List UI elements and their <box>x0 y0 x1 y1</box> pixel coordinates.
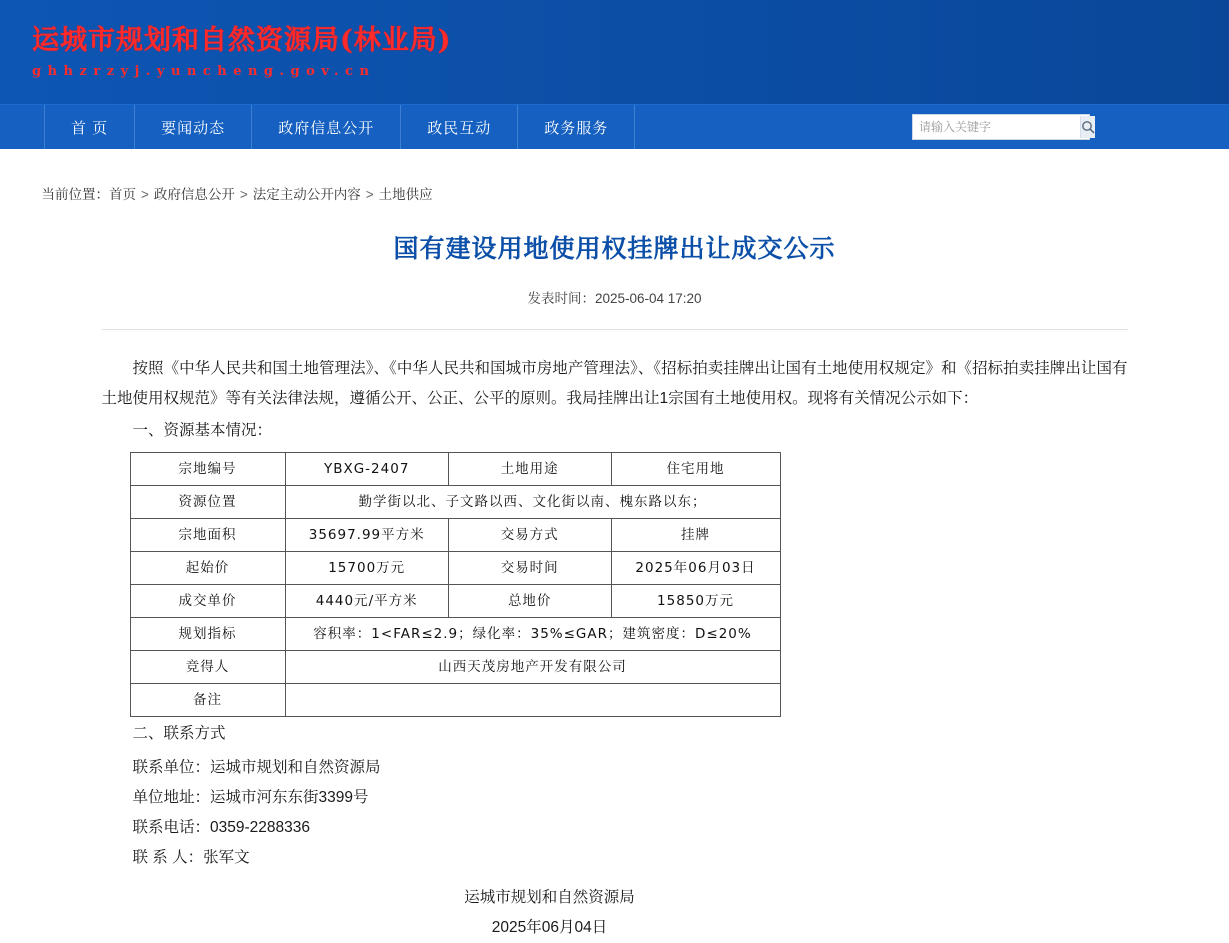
table-row <box>130 453 780 486</box>
signature-date: 2025年06月04日 <box>491 919 608 936</box>
table-row <box>130 486 780 519</box>
main-navigation <box>0 104 1229 149</box>
breadcrumb-item-government-info[interactable]: 政府信息公开 <box>153 187 235 202</box>
contact-person-value: 张军文 <box>203 849 250 866</box>
publish-label: 发表时间： <box>527 291 595 306</box>
table-row <box>130 618 780 651</box>
page-title: 国有建设用地使用权挂牌出让成交公示 <box>393 235 836 263</box>
section-heading-contact: 二、联系方式 <box>132 725 226 742</box>
contact-person <box>102 843 1128 873</box>
breadcrumb-item-statutory-disclosure[interactable]: 法定主动公开内容 <box>252 187 361 202</box>
cell-value-parcel-number: YBXG-2407 <box>285 453 448 486</box>
cell-label-starting-price: 起始价 <box>130 552 285 585</box>
cell-value-unit-price: 4440元/平方米 <box>285 585 448 618</box>
cell-value-land-use: 住宅用地 <box>611 453 780 486</box>
contact-block <box>102 753 1128 873</box>
breadcrumb <box>40 183 1190 203</box>
contact-address <box>102 783 1128 813</box>
signature-organization: 运城市规划和自然资源局 <box>464 889 635 906</box>
cell-label-location: 资源位置 <box>130 486 285 519</box>
breadcrumb-separator: > <box>239 187 248 202</box>
signature-block <box>102 883 1128 943</box>
cell-label-total-price: 总地价 <box>448 585 611 618</box>
breadcrumb-prefix: 当前位置： <box>41 187 109 202</box>
site-domain: ghhzrzyj.yuncheng.gov.cn <box>32 64 376 79</box>
site-header <box>0 0 1229 104</box>
cell-value-area: 35697.99平方米 <box>285 519 448 552</box>
title-divider <box>102 329 1128 330</box>
table-row <box>130 552 780 585</box>
cell-value-winner: 山西天茂房地产开发有限公司 <box>285 651 780 684</box>
publish-time: 2025-06-04 17:20 <box>594 291 702 306</box>
contact-phone-value: 0359-2288336 <box>210 819 311 836</box>
nav-item-news[interactable]: 要闻动态 <box>135 105 252 149</box>
cell-value-transaction-time: 2025年06月03日 <box>611 552 780 585</box>
contact-address-value: 运城市河东东街3399号 <box>210 789 369 806</box>
section-heading-basic-info: 一、资源基本情况： <box>132 422 273 439</box>
contact-address-label: 单位地址： <box>132 789 211 806</box>
cell-label-parcel-number: 宗地编号 <box>130 453 285 486</box>
cell-value-remarks <box>285 684 780 717</box>
article-body <box>40 354 1190 943</box>
article-intro-paragraph: 按照《中华人民共和国土地管理法》、《中华人民共和国城市房地产管理法》、《招标拍卖挂牌出让国有土地使用权规定》和《招标拍卖挂牌出让国有土地使用权规范》等有关法律法规，遵循公开、公正、公平的原则。我局挂牌出让1宗国有土地使用权。现将有关情况公示如下： <box>101 360 1128 407</box>
cell-label-transaction-time: 交易时间 <box>448 552 611 585</box>
contact-unit <box>102 753 1128 783</box>
search-box <box>912 114 1090 140</box>
breadcrumb-separator: > <box>365 187 374 202</box>
contact-unit-label: 联系单位： <box>132 759 211 776</box>
cell-label-land-use: 土地用途 <box>448 453 611 486</box>
search-input[interactable] <box>913 116 1080 138</box>
cell-label-transaction-method: 交易方式 <box>448 519 611 552</box>
nav-item-government-services[interactable]: 政务服务 <box>518 105 635 149</box>
table-row <box>130 684 780 717</box>
cell-label-planning-index: 规划指标 <box>130 618 285 651</box>
search-button[interactable] <box>1080 116 1095 138</box>
contact-phone-label: 联系电话： <box>132 819 211 836</box>
search-icon <box>1081 120 1095 134</box>
breadcrumb-item-land-supply[interactable]: 土地供应 <box>378 187 433 202</box>
nav-item-home[interactable]: 首 页 <box>44 105 135 149</box>
cell-value-transaction-method: 挂牌 <box>611 519 780 552</box>
nav-item-public-interaction[interactable]: 政民互动 <box>401 105 518 149</box>
site-org-title: 运城市规划和自然资源局(林业局) <box>32 25 452 56</box>
content-wrapper <box>40 149 1190 943</box>
cell-label-unit-price: 成交单价 <box>130 585 285 618</box>
cell-label-remarks: 备注 <box>130 684 285 717</box>
table-row <box>130 651 780 684</box>
cell-label-area: 宗地面积 <box>130 519 285 552</box>
contact-person-label: 联 系 人： <box>132 849 204 866</box>
table-row <box>130 519 780 552</box>
breadcrumb-item-home[interactable]: 首页 <box>109 187 136 202</box>
publish-meta <box>40 287 1190 307</box>
cell-value-planning-index: 容积率：1<FAR≤2.9；绿化率：35%≤GAR；建筑密度：D≤20% <box>285 618 780 651</box>
table-row <box>130 585 780 618</box>
cell-value-starting-price: 15700万元 <box>285 552 448 585</box>
site-logo[interactable] <box>32 18 452 79</box>
contact-phone <box>102 813 1128 843</box>
breadcrumb-separator: > <box>141 187 149 202</box>
contact-unit-value: 运城市规划和自然资源局 <box>210 759 381 776</box>
nav-item-government-info[interactable]: 政府信息公开 <box>252 105 401 149</box>
land-parcel-table <box>130 452 781 717</box>
cell-value-total-price: 15850万元 <box>611 585 780 618</box>
cell-value-location: 勤学街以北、子文路以西、文化街以南、槐东路以东； <box>285 486 780 519</box>
cell-label-winner: 竞得人 <box>130 651 285 684</box>
